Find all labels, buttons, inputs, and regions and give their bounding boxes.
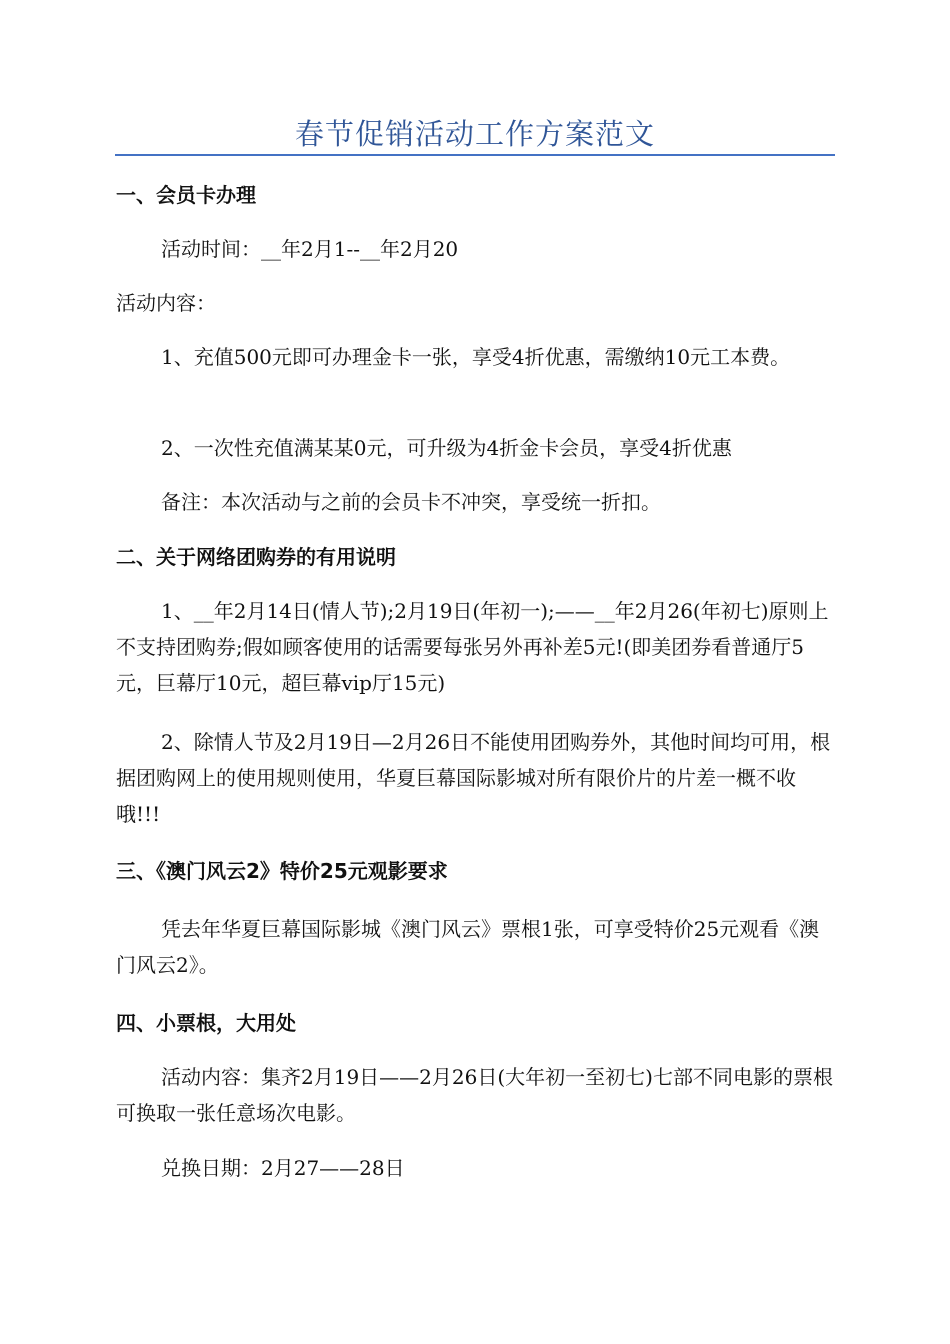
section-1-paragraph: 活动时间：__年2月1--__年2月20 [161,237,459,261]
section-2-paragraph: 2、除情人节及2月19日—2月26日不能使用团购券外，其他时间均可用，根据团购网上的使用规则使用，华夏巨幕国际影城对所有限价片的片差一概不收哦!!! [116,730,831,826]
section-4-heading: 四、小票根，大用处 [116,1011,296,1035]
section-4-paragraph: 兑换日期：2月27——28日 [161,1156,405,1180]
section-1-heading: 一、会员卡办理 [116,183,256,207]
section-1-paragraph: 活动内容： [116,291,216,315]
section-2-paragraph: 1、__年2月14日(情人节);2月19日(年初一);——__年2月26(年初七)原则上不支持团购券;假如顾客使用的话需要每张另外再补差5元!(即美团券看普通厅5元，巨幕厅10元，超巨幕vip厅15元) [116,599,829,695]
section-2-heading: 二、关于网络团购券的有用说明 [116,545,396,569]
section-1-paragraph: 1、充值500元即可办理金卡一张，享受4折优惠，需缴纳10元工本费。 [161,345,791,369]
section-4-paragraph: 活动内容：集齐2月19日——2月26日(大年初一至初七)七部不同电影的票根可换取一张任意场次电影。 [116,1065,833,1125]
section-3-paragraph: 凭去年华夏巨幕国际影城《澳门风云》票根1张，可享受特价25元观看《澳门风云2》。 [116,917,820,977]
section-3-heading: 三、《澳门风云2》特价25元观影要求 [116,859,448,883]
document-title: 春节促销活动工作方案范文 [294,117,655,151]
title-underline [115,154,835,156]
section-1-paragraph: 2、一次性充值满某某0元，可升级为4折金卡会员，享受4折优惠 [161,436,732,460]
section-1-note: 备注：本次活动与之前的会员卡不冲突，享受统一折扣。 [161,490,661,514]
